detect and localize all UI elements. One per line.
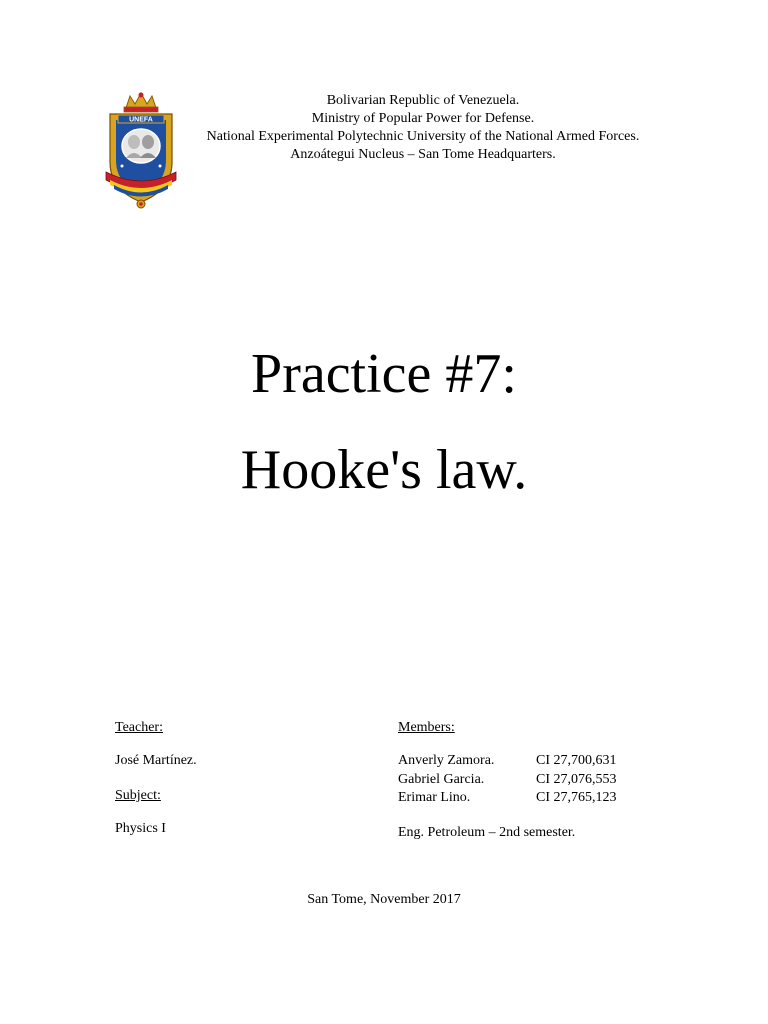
university-crest-logo bbox=[104, 90, 178, 212]
crest-acronym-text: UNEFA bbox=[129, 116, 153, 124]
member-id: CI 27,700,631 bbox=[536, 753, 617, 768]
header-line-campus: Anzoátegui Nucleus – San Tome Headquarters. bbox=[290, 147, 556, 162]
members-label: Members: bbox=[398, 720, 455, 735]
career-semester: Eng. Petroleum – 2nd semester. bbox=[398, 825, 576, 840]
title-topic: Hooke's law. bbox=[240, 439, 528, 501]
teacher-name: José Martínez. bbox=[115, 753, 197, 768]
member-name: Gabriel Garcia. bbox=[398, 771, 485, 787]
header-line-university: National Experimental Polytechnic University of the National Armed Forces. bbox=[206, 129, 640, 144]
header-line-country: Bolivarian Republic of Venezuela. bbox=[326, 93, 520, 108]
header-line-ministry: Ministry of Popular Power for Defense. bbox=[311, 111, 535, 126]
member-id: CI 27,076,553 bbox=[536, 771, 617, 787]
crest-busts-emblem bbox=[122, 129, 160, 163]
crest-crown bbox=[124, 93, 158, 113]
members-list bbox=[398, 752, 617, 808]
member-row bbox=[398, 752, 617, 771]
title-practice-number: Practice #7: bbox=[251, 343, 517, 405]
member-name: Erimar Lino. bbox=[398, 790, 471, 805]
member-name: Anverly Zamora. bbox=[398, 753, 495, 768]
member-row bbox=[398, 789, 617, 808]
member-row bbox=[398, 771, 617, 790]
institution-header bbox=[176, 92, 670, 164]
teacher-label: Teacher: bbox=[115, 720, 163, 735]
subject-label: Subject: bbox=[115, 788, 161, 803]
place-and-date: San Tome, November 2017 bbox=[307, 892, 461, 907]
subject-name: Physics I bbox=[115, 821, 166, 836]
member-id: CI 27,765,123 bbox=[536, 790, 617, 805]
